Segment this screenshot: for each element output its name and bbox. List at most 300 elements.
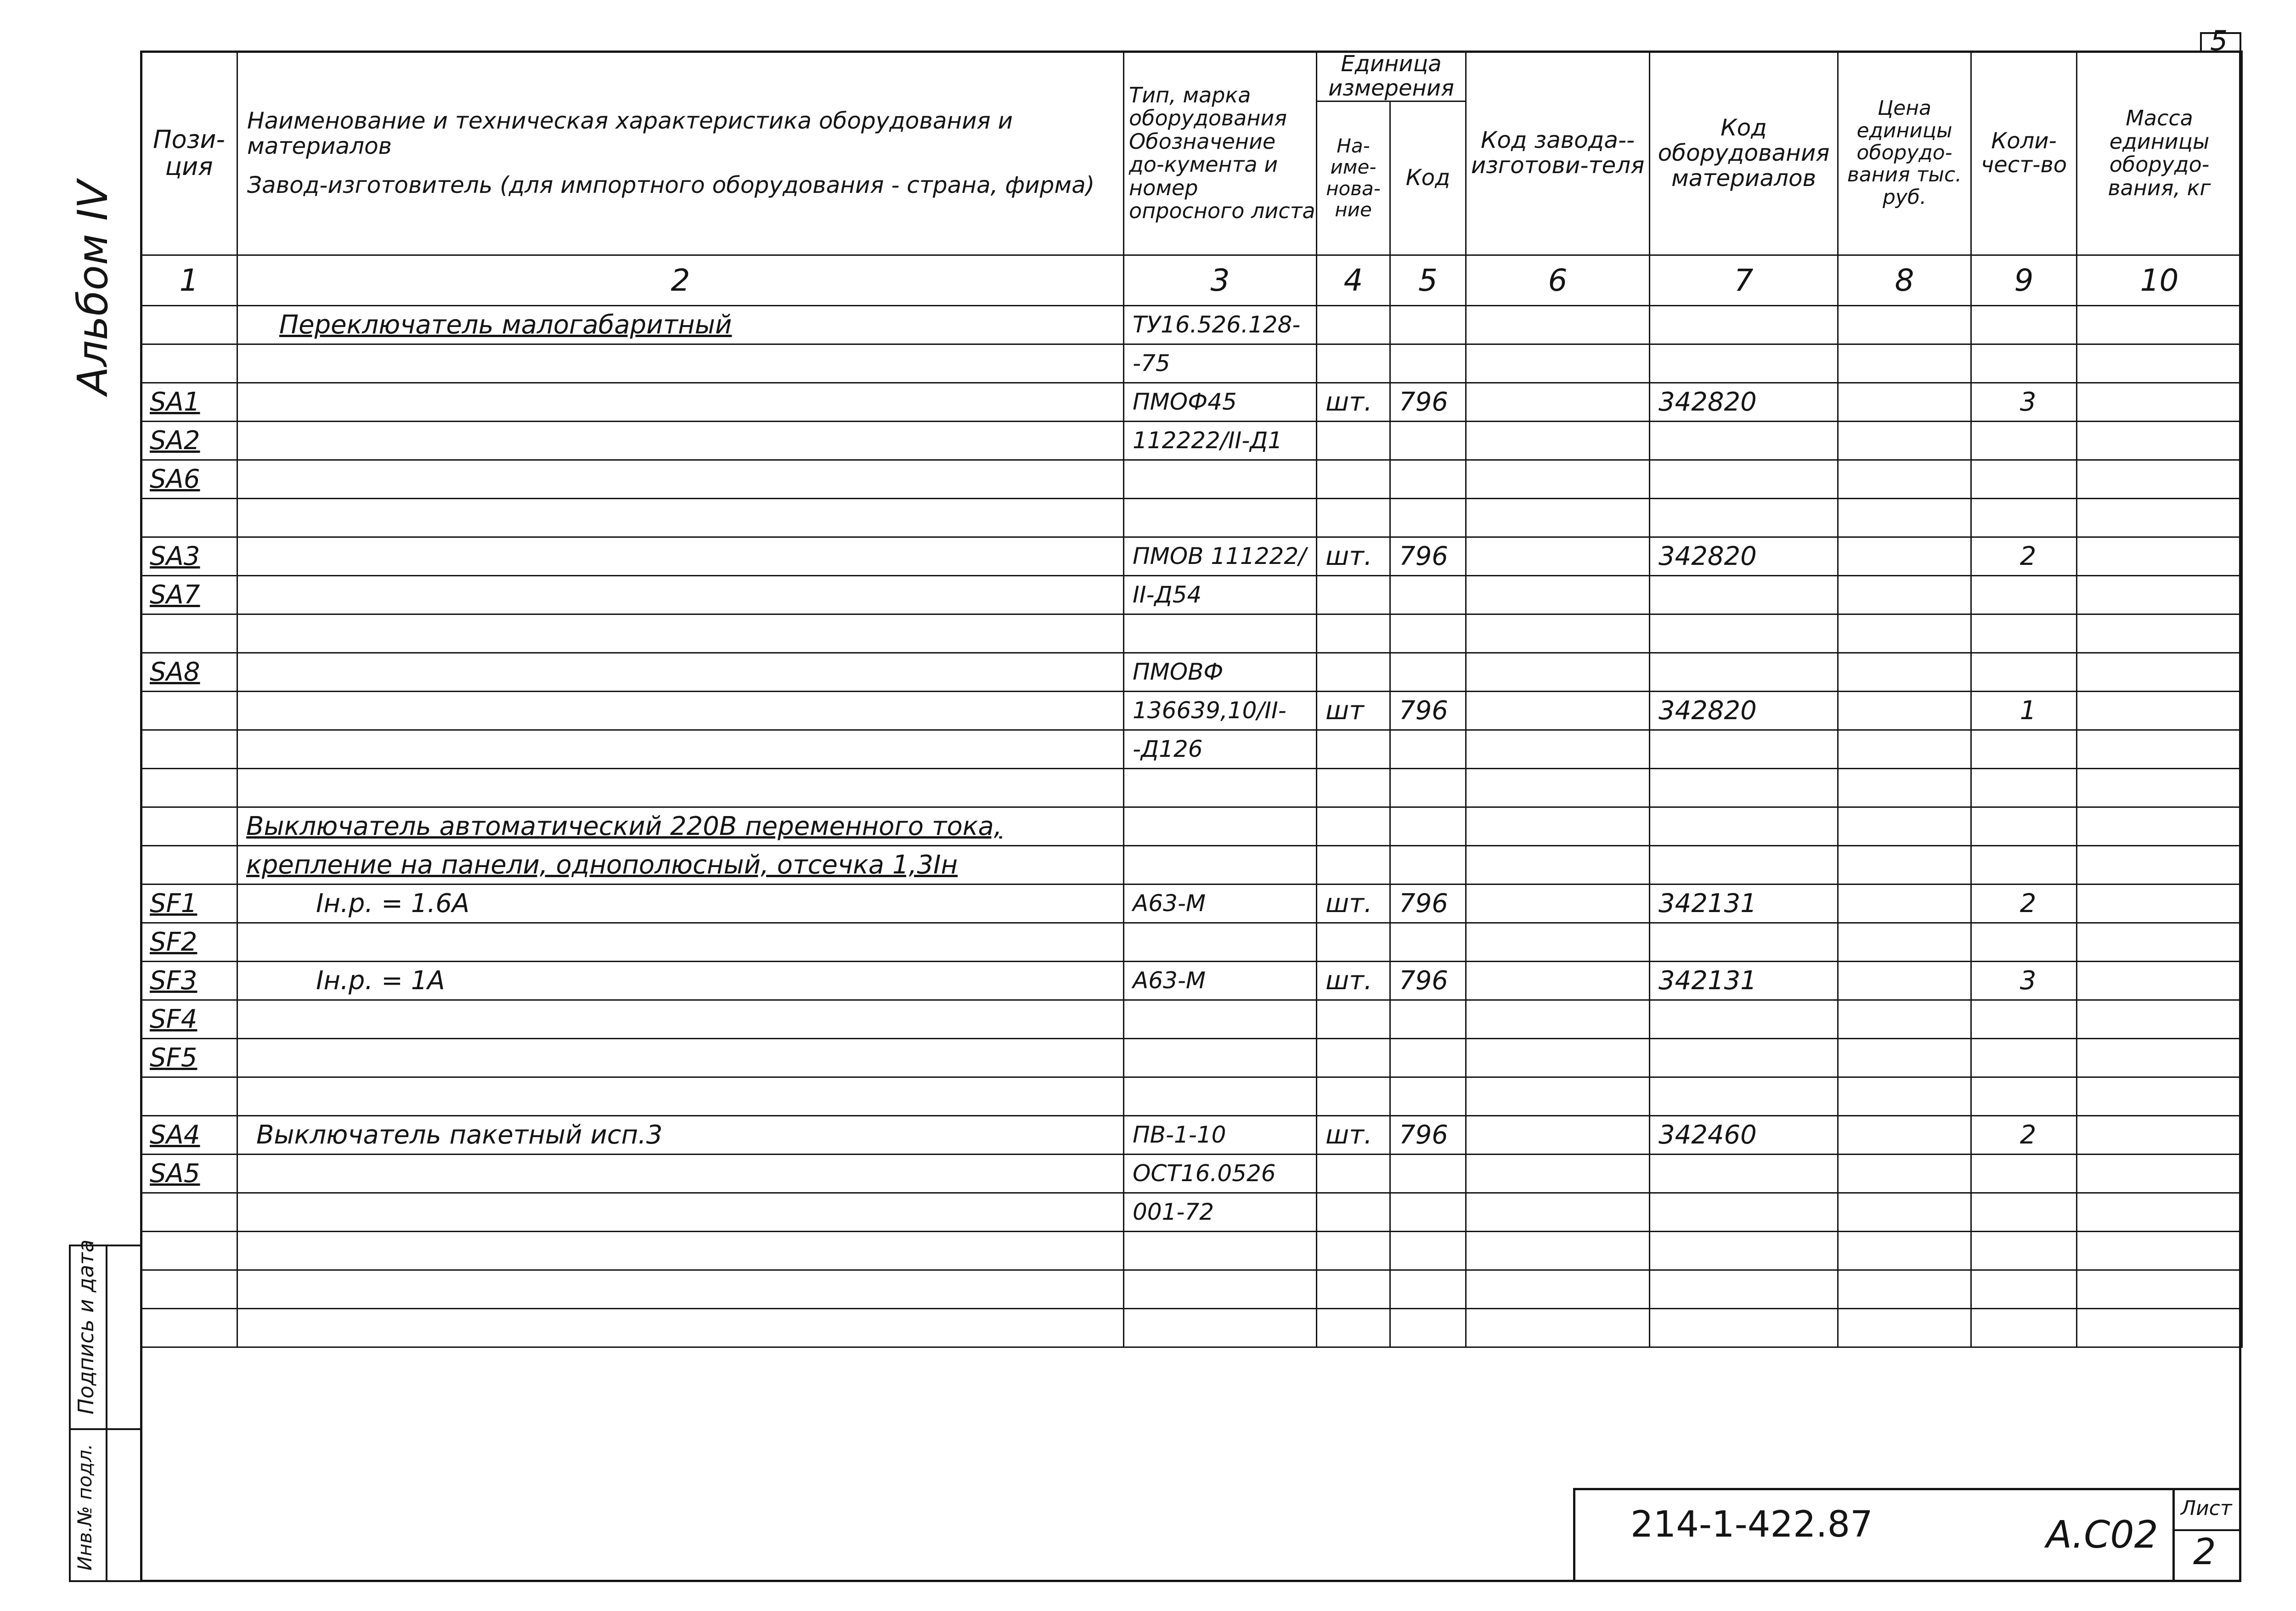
row-plant-code xyxy=(1466,961,1650,1000)
row-type: ОСТ16.0526 xyxy=(1124,1154,1317,1193)
row-mass xyxy=(2077,845,2242,884)
row-price xyxy=(1838,575,1971,614)
row-unit-code: 796 xyxy=(1390,691,1466,730)
row-quantity xyxy=(1971,1308,2077,1347)
row-unit-code xyxy=(1390,845,1466,884)
corner-number: 5 xyxy=(2210,25,2228,57)
row-unit-code xyxy=(1390,575,1466,614)
row-name: Iн.р. = 1А xyxy=(237,961,1124,1000)
row-equipment-code xyxy=(1650,1077,1838,1115)
row-position xyxy=(141,498,237,537)
row-name xyxy=(237,691,1124,730)
row-name xyxy=(237,421,1124,460)
table-row xyxy=(141,1154,2242,1193)
row-quantity: 2 xyxy=(1971,884,2077,923)
row-unit-code: 796 xyxy=(1390,961,1466,1000)
row-mass xyxy=(2077,1038,2242,1077)
header-name-line1: Наименование и техническая характеристика оборудования и материалов xyxy=(247,107,1013,159)
row-type: ПМОФ45 xyxy=(1124,383,1317,421)
row-quantity: 1 xyxy=(1971,691,2077,730)
table-body xyxy=(141,305,2242,1347)
row-unit-code xyxy=(1390,1038,1466,1077)
row-unit-name xyxy=(1317,923,1390,961)
row-type: А63-М xyxy=(1124,884,1317,923)
row-position xyxy=(141,344,237,383)
row-position: SA5 xyxy=(141,1154,237,1193)
row-unit-code xyxy=(1390,1000,1466,1038)
row-position: SF5 xyxy=(141,1038,237,1077)
sheet-number: 2 xyxy=(2193,1532,2216,1573)
row-name xyxy=(237,653,1124,691)
row-equipment-code xyxy=(1650,1308,1838,1347)
row-position xyxy=(141,1077,237,1115)
row-mass xyxy=(2077,1193,2242,1231)
row-plant-code xyxy=(1466,691,1650,730)
row-position: SF4 xyxy=(141,1000,237,1038)
document-number: 214-1-422.87 xyxy=(1630,1504,1873,1545)
row-type: 001-72 xyxy=(1124,1193,1317,1231)
table-row xyxy=(141,305,2242,344)
row-position xyxy=(141,730,237,768)
row-position xyxy=(141,1270,237,1308)
row-unit-name xyxy=(1317,344,1390,383)
row-unit-name: шт. xyxy=(1317,1115,1390,1154)
row-name xyxy=(237,344,1124,383)
row-plant-code xyxy=(1466,344,1650,383)
row-unit-name xyxy=(1317,1077,1390,1115)
row-unit-code xyxy=(1390,1308,1466,1347)
row-equipment-code xyxy=(1650,1000,1838,1038)
album-label: Альбом IV xyxy=(69,180,117,395)
row-position xyxy=(141,691,237,730)
row-type: А63-М xyxy=(1124,961,1317,1000)
row-unit-name xyxy=(1317,807,1390,845)
row-mass xyxy=(2077,537,2242,575)
table-row xyxy=(141,961,2242,1000)
row-position xyxy=(141,305,237,344)
table-row xyxy=(141,421,2242,460)
row-position: SF2 xyxy=(141,923,237,961)
row-mass xyxy=(2077,344,2242,383)
row-price xyxy=(1838,1038,1971,1077)
row-quantity xyxy=(1971,421,2077,460)
header-name xyxy=(237,51,1124,255)
row-equipment-code xyxy=(1650,653,1838,691)
row-type xyxy=(1124,498,1317,537)
row-price xyxy=(1838,344,1971,383)
row-price xyxy=(1838,884,1971,923)
row-type: -Д126 xyxy=(1124,730,1317,768)
column-number: 5 xyxy=(1390,255,1466,305)
header-plant-code: Код завода--изготови-теля xyxy=(1466,51,1650,255)
row-mass xyxy=(2077,807,2242,845)
row-equipment-code: 342131 xyxy=(1650,961,1838,1000)
row-price xyxy=(1838,498,1971,537)
header-name-line2: Завод-изготовитель (для импортного оборудования - страна, фирма) xyxy=(247,171,1095,198)
row-unit-code xyxy=(1390,768,1466,807)
table-row xyxy=(141,1231,2242,1270)
row-quantity xyxy=(1971,807,2077,845)
row-plant-code xyxy=(1466,1115,1650,1154)
row-position: SF1 xyxy=(141,884,237,923)
row-price xyxy=(1838,305,1971,344)
row-position: SA3 xyxy=(141,537,237,575)
row-unit-name xyxy=(1317,498,1390,537)
row-quantity xyxy=(1971,1154,2077,1193)
row-unit-name xyxy=(1317,1308,1390,1347)
row-quantity xyxy=(1971,653,2077,691)
row-price xyxy=(1838,537,1971,575)
row-mass xyxy=(2077,383,2242,421)
column-number: 8 xyxy=(1838,255,1971,305)
row-equipment-code: 342460 xyxy=(1650,1115,1838,1154)
row-quantity xyxy=(1971,845,2077,884)
row-equipment-code xyxy=(1650,344,1838,383)
header-row-1 xyxy=(141,51,2242,101)
row-position xyxy=(141,807,237,845)
row-type xyxy=(1124,1270,1317,1308)
row-name xyxy=(237,923,1124,961)
row-equipment-code: 342131 xyxy=(1650,884,1838,923)
table-row xyxy=(141,691,2242,730)
row-quantity: 2 xyxy=(1971,537,2077,575)
table-row xyxy=(141,768,2242,807)
header-equipment-code: Код оборудования материалов xyxy=(1650,51,1838,255)
header-unit-code: Код xyxy=(1390,101,1466,255)
row-equipment-code xyxy=(1650,730,1838,768)
table-row xyxy=(141,1270,2242,1308)
row-quantity xyxy=(1971,344,2077,383)
row-equipment-code xyxy=(1650,575,1838,614)
row-mass xyxy=(2077,1000,2242,1038)
row-unit-name xyxy=(1317,575,1390,614)
row-plant-code xyxy=(1466,305,1650,344)
row-price xyxy=(1838,768,1971,807)
row-plant-code xyxy=(1466,460,1650,498)
row-quantity: 3 xyxy=(1971,383,2077,421)
row-name xyxy=(237,1154,1124,1193)
row-price xyxy=(1838,730,1971,768)
row-name xyxy=(237,1270,1124,1308)
row-unit-name xyxy=(1317,460,1390,498)
row-equipment-code: 342820 xyxy=(1650,691,1838,730)
header-position: Пози- ция xyxy=(141,51,237,255)
table-row xyxy=(141,1308,2242,1347)
header-price: Цена единицы оборудо-вания тыс. руб. xyxy=(1838,51,1971,255)
column-number: 7 xyxy=(1650,255,1838,305)
table-row xyxy=(141,344,2242,383)
row-plant-code xyxy=(1466,1077,1650,1115)
row-price xyxy=(1838,1308,1971,1347)
table-row xyxy=(141,614,2242,653)
column-number: 10 xyxy=(2077,255,2242,305)
row-type: -75 xyxy=(1124,344,1317,383)
table-row xyxy=(141,807,2242,845)
row-equipment-code: 342820 xyxy=(1650,537,1838,575)
row-plant-code xyxy=(1466,1038,1650,1077)
column-number: 6 xyxy=(1466,255,1650,305)
row-name: Iн.р. = 1.6А xyxy=(237,884,1124,923)
row-mass xyxy=(2077,1308,2242,1347)
row-unit-code xyxy=(1390,1193,1466,1231)
row-unit-code xyxy=(1390,305,1466,344)
table-row xyxy=(141,1000,2242,1038)
row-quantity xyxy=(1971,305,2077,344)
row-unit-name xyxy=(1317,1154,1390,1193)
row-mass xyxy=(2077,768,2242,807)
row-type xyxy=(1124,1308,1317,1347)
row-name: Выключатель пакетный исп.3 xyxy=(237,1115,1124,1154)
row-plant-code xyxy=(1466,1154,1650,1193)
row-mass xyxy=(2077,1154,2242,1193)
row-unit-code: 796 xyxy=(1390,537,1466,575)
row-plant-code xyxy=(1466,845,1650,884)
row-mass xyxy=(2077,421,2242,460)
row-price xyxy=(1838,845,1971,884)
row-name xyxy=(237,1038,1124,1077)
row-mass xyxy=(2077,1231,2242,1270)
column-number: 2 xyxy=(237,255,1124,305)
row-unit-name xyxy=(1317,730,1390,768)
row-type xyxy=(1124,1000,1317,1038)
row-mass xyxy=(2077,691,2242,730)
row-equipment-code xyxy=(1650,845,1838,884)
row-mass xyxy=(2077,1077,2242,1115)
row-type: 136639,10/II- xyxy=(1124,691,1317,730)
row-unit-code: 796 xyxy=(1390,884,1466,923)
row-position: SA1 xyxy=(141,383,237,421)
row-unit-code xyxy=(1390,1154,1466,1193)
row-unit-code xyxy=(1390,1231,1466,1270)
row-quantity xyxy=(1971,1077,2077,1115)
row-position xyxy=(141,614,237,653)
row-type: ПВ-1-10 xyxy=(1124,1115,1317,1154)
row-mass xyxy=(2077,730,2242,768)
table-row xyxy=(141,460,2242,498)
row-type: ПМОВ 111222/ xyxy=(1124,537,1317,575)
row-unit-code xyxy=(1390,1077,1466,1115)
row-unit-code xyxy=(1390,421,1466,460)
row-plant-code xyxy=(1466,383,1650,421)
row-plant-code xyxy=(1466,730,1650,768)
row-type: II-Д54 xyxy=(1124,575,1317,614)
title-block-divider xyxy=(2172,1529,2241,1531)
row-quantity: 3 xyxy=(1971,961,2077,1000)
row-equipment-code xyxy=(1650,923,1838,961)
row-type xyxy=(1124,1231,1317,1270)
row-plant-code xyxy=(1466,614,1650,653)
row-mass xyxy=(2077,1270,2242,1308)
row-unit-code xyxy=(1390,344,1466,383)
row-price xyxy=(1838,653,1971,691)
row-plant-code xyxy=(1466,768,1650,807)
row-mass xyxy=(2077,653,2242,691)
table-row xyxy=(141,575,2242,614)
row-price xyxy=(1838,1154,1971,1193)
row-type xyxy=(1124,1077,1317,1115)
row-equipment-code xyxy=(1650,305,1838,344)
row-mass xyxy=(2077,460,2242,498)
row-unit-name xyxy=(1317,421,1390,460)
row-equipment-code xyxy=(1650,1270,1838,1308)
row-unit-name xyxy=(1317,614,1390,653)
row-position: SF3 xyxy=(141,961,237,1000)
row-mass xyxy=(2077,961,2242,1000)
row-position xyxy=(141,845,237,884)
row-type xyxy=(1124,460,1317,498)
column-number: 9 xyxy=(1971,255,2077,305)
row-quantity xyxy=(1971,1231,2077,1270)
row-type xyxy=(1124,807,1317,845)
table-row xyxy=(141,537,2242,575)
row-price xyxy=(1838,1231,1971,1270)
row-plant-code xyxy=(1466,537,1650,575)
row-position: SA7 xyxy=(141,575,237,614)
row-position: SA6 xyxy=(141,460,237,498)
row-price xyxy=(1838,807,1971,845)
table-row xyxy=(141,1115,2242,1154)
row-unit-name: шт. xyxy=(1317,884,1390,923)
side-stamp-signature: Подпись и дата xyxy=(73,1239,98,1414)
header-mass: Масса единицы оборудо-вания, кг xyxy=(2077,51,2242,255)
row-quantity xyxy=(1971,1270,2077,1308)
row-price xyxy=(1838,923,1971,961)
row-unit-name: шт xyxy=(1317,691,1390,730)
row-quantity xyxy=(1971,498,2077,537)
row-name xyxy=(237,730,1124,768)
row-price xyxy=(1838,614,1971,653)
row-mass xyxy=(2077,305,2242,344)
side-stamp-divider xyxy=(69,1428,142,1430)
row-name xyxy=(237,1193,1124,1231)
row-equipment-code xyxy=(1650,1193,1838,1231)
row-unit-code xyxy=(1390,1270,1466,1308)
row-mass xyxy=(2077,923,2242,961)
row-quantity xyxy=(1971,768,2077,807)
row-position: SA4 xyxy=(141,1115,237,1154)
row-equipment-code xyxy=(1650,1154,1838,1193)
row-type xyxy=(1124,845,1317,884)
row-name: Переключатель малогабаритный xyxy=(237,305,1124,344)
row-unit-name xyxy=(1317,1193,1390,1231)
document-code: А.С02 xyxy=(2046,1513,2158,1557)
row-unit-name xyxy=(1317,845,1390,884)
row-unit-name xyxy=(1317,1270,1390,1308)
row-unit-name xyxy=(1317,768,1390,807)
row-position: SA8 xyxy=(141,653,237,691)
row-mass xyxy=(2077,1115,2242,1154)
row-price xyxy=(1838,691,1971,730)
row-unit-code xyxy=(1390,807,1466,845)
table-row xyxy=(141,730,2242,768)
row-quantity xyxy=(1971,1038,2077,1077)
title-block-divider xyxy=(2172,1488,2175,1582)
row-unit-name xyxy=(1317,1231,1390,1270)
row-plant-code xyxy=(1466,807,1650,845)
table-row xyxy=(141,1038,2242,1077)
row-name: Выключатель автоматический 220В переменного тока, xyxy=(237,807,1124,845)
row-plant-code xyxy=(1466,653,1650,691)
row-name xyxy=(237,1231,1124,1270)
row-price xyxy=(1838,1270,1971,1308)
row-equipment-code xyxy=(1650,421,1838,460)
row-plant-code xyxy=(1466,1000,1650,1038)
row-name xyxy=(237,1077,1124,1115)
row-plant-code xyxy=(1466,1308,1650,1347)
row-unit-code xyxy=(1390,923,1466,961)
row-quantity xyxy=(1971,614,2077,653)
row-type xyxy=(1124,923,1317,961)
row-plant-code xyxy=(1466,923,1650,961)
row-type: ТУ16.526.128- xyxy=(1124,305,1317,344)
column-number-row xyxy=(141,255,2242,305)
row-type xyxy=(1124,1038,1317,1077)
table-row xyxy=(141,498,2242,537)
row-equipment-code: 342820 xyxy=(1650,383,1838,421)
row-name xyxy=(237,498,1124,537)
row-plant-code xyxy=(1466,421,1650,460)
header-quantity: Коли-чест-во xyxy=(1971,51,2077,255)
row-unit-code xyxy=(1390,460,1466,498)
row-unit-code: 796 xyxy=(1390,1115,1466,1154)
row-price xyxy=(1838,460,1971,498)
row-mass xyxy=(2077,614,2242,653)
row-type xyxy=(1124,614,1317,653)
table-row xyxy=(141,923,2242,961)
table-row xyxy=(141,1077,2242,1115)
row-plant-code xyxy=(1466,575,1650,614)
header-unit-group: Единица измерения xyxy=(1317,51,1466,101)
row-unit-name: шт. xyxy=(1317,537,1390,575)
row-equipment-code xyxy=(1650,1038,1838,1077)
row-price xyxy=(1838,961,1971,1000)
row-position: SA2 xyxy=(141,421,237,460)
row-plant-code xyxy=(1466,498,1650,537)
row-name xyxy=(237,383,1124,421)
row-mass xyxy=(2077,575,2242,614)
sheet-label: Лист xyxy=(2181,1497,2232,1520)
row-price xyxy=(1838,1193,1971,1231)
row-type: ПМОВФ xyxy=(1124,653,1317,691)
specification-table xyxy=(140,51,2243,1348)
row-equipment-code xyxy=(1650,807,1838,845)
table-row xyxy=(141,884,2242,923)
row-unit-code xyxy=(1390,653,1466,691)
row-equipment-code xyxy=(1650,768,1838,807)
row-plant-code xyxy=(1466,884,1650,923)
row-type xyxy=(1124,768,1317,807)
row-price xyxy=(1838,1000,1971,1038)
table-row xyxy=(141,1193,2242,1231)
header-type: Тип, марка оборудования Обозначение до-кумента и номер опросного листа xyxy=(1124,51,1317,255)
row-unit-name: шт. xyxy=(1317,383,1390,421)
row-quantity xyxy=(1971,730,2077,768)
row-name xyxy=(237,768,1124,807)
row-position xyxy=(141,768,237,807)
row-unit-name xyxy=(1317,1000,1390,1038)
row-plant-code xyxy=(1466,1193,1650,1231)
row-unit-name xyxy=(1317,653,1390,691)
row-unit-code xyxy=(1390,730,1466,768)
row-mass xyxy=(2077,498,2242,537)
table-row xyxy=(141,845,2242,884)
row-position xyxy=(141,1193,237,1231)
row-price xyxy=(1838,1115,1971,1154)
row-type: 112222/II-Д1 xyxy=(1124,421,1317,460)
row-mass xyxy=(2077,884,2242,923)
table-row xyxy=(141,653,2242,691)
row-quantity: 2 xyxy=(1971,1115,2077,1154)
